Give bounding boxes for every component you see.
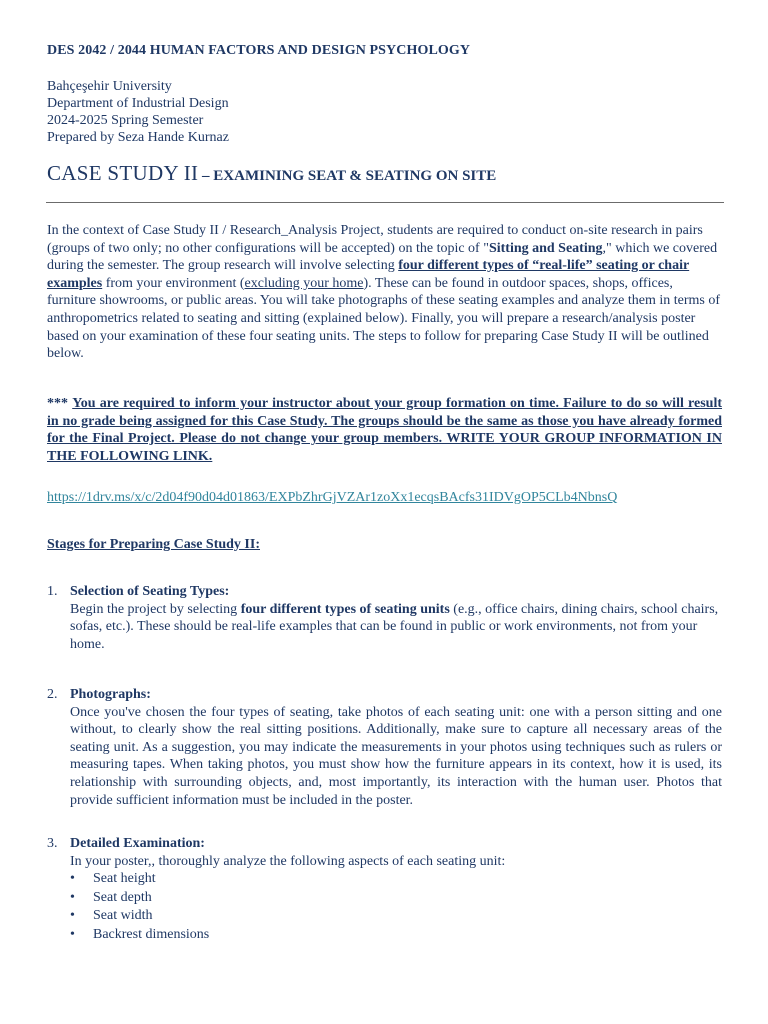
- intro-exclusion: excluding your home: [244, 275, 364, 291]
- list-item: [70, 870, 722, 889]
- step-number: 1.: [47, 584, 58, 599]
- list-item-label: Seat width: [93, 908, 153, 924]
- list-item-label: Seat depth: [93, 889, 152, 905]
- bullet-icon: •: [70, 908, 75, 924]
- list-item: [70, 907, 722, 926]
- university-name: Bahçeşehir University: [47, 79, 172, 94]
- list-item-label: Backrest dimensions: [93, 926, 210, 942]
- step-text: In your poster,, thoroughly analyze the following aspects of each seating unit:: [70, 853, 506, 869]
- group-notice: [47, 395, 722, 465]
- prepared-by: Prepared by Seza Hande Kurnaz: [47, 130, 229, 145]
- step-1-text-b: (e.g., office chairs, dining chairs, school chairs, sofas, etc.). These should be real-life examples that can be found in public or work environments, not from your home.: [70, 601, 719, 652]
- bullet-icon: •: [70, 871, 75, 887]
- step-title: Photographs:: [70, 687, 151, 702]
- intro-topic: Sitting and Seating: [488, 240, 603, 256]
- intro-paragraph: [47, 222, 722, 363]
- group-info-link[interactable]: https://1drv.ms/x/c/2d04f90d04d01863/EXPbZhrGjVZAr1zoXx1ecqsBAcfs31IDVgOP5CLb4NbnsQ: [47, 490, 618, 505]
- step-title: Selection of Seating Types:: [70, 584, 230, 599]
- bullet-icon: •: [70, 889, 75, 905]
- step-title: Detailed Examination:: [70, 836, 205, 851]
- case-study-separator: –: [198, 168, 214, 184]
- intro-text-2: ," which we covered during the semester. The group research will involve selecting: [47, 240, 718, 274]
- department-name: Department of Industrial Design: [47, 96, 229, 111]
- step-2: [47, 686, 722, 809]
- list-item-label: Seat height: [93, 871, 156, 887]
- aspect-list: [70, 870, 722, 944]
- step-1-emphasis: four different types of seating units: [240, 601, 450, 617]
- course-title: DES 2042 / 2044 HUMAN FACTORS AND DESIGN PSYCHOLOGY: [47, 43, 471, 58]
- case-study-heading: [47, 161, 496, 186]
- step-number: 3.: [47, 836, 58, 851]
- intro-text-1: In the context of Case Study II / Research_Analysis Project, students are required to conduct on-site research in pairs (groups of two only; no other configurations will be accepted) on the topic of ": [47, 223, 703, 256]
- intro-text-4: ). These can be found in outdoor spaces, shops, offices, furniture showrooms, or public areas. You will take photographs of these seating examples and analyze them in terms of anthropometrics related to seating and sitting (explained below). Finally, you will prepare a research/analysis poster based on your examination of these four seating units. The steps to follow for preparing Case Study II will be outlined below.: [47, 275, 721, 362]
- notice-text: You are required to inform your instructor about your group formation on time. Failure to do so will result in no grade being assigned for this Case Study. The groups should be the same as those you have already formed for the Final Project. Please do not change your group members. WRITE YOUR GROUP INFORMATION IN THE FOLLOWING LINK.: [47, 396, 723, 464]
- case-study-title: CASE STUDY II: [47, 161, 199, 185]
- heading-divider: [46, 202, 724, 203]
- list-item: [70, 926, 722, 945]
- list-item: [70, 889, 722, 908]
- case-study-subtitle: EXAMINING SEAT & SEATING ON SITE: [213, 168, 497, 184]
- step-text: Once you've chosen the four types of seating, take photos of each seating unit: one with a person sitting and one without, to clearly show the real sitting positions. Additionally, make sure to capture all necessary areas of the seating unit. As a suggestion, you may indicate the measurements in your photos using techniques such as rulers or measuring tapes. When taking photos, you must show how the furniture appears in its context, how it is used, its relationship with surrounding objects, and, most importantly, its interaction with the human user. Photos that provide sufficient information must be included in the poster.: [70, 704, 722, 808]
- step-3: [47, 835, 722, 945]
- intro-emphasis: four different types of “real-life” seating or chair examples: [47, 258, 690, 291]
- bullet-icon: •: [70, 926, 75, 942]
- step-text: [70, 601, 722, 654]
- intro-text-3: from your environment (: [102, 275, 245, 291]
- stages-heading: Stages for Preparing Case Study II:: [47, 537, 260, 552]
- step-1-text-a: Begin the project by selecting: [70, 601, 241, 617]
- course-meta: [47, 78, 229, 146]
- step-number: 2.: [47, 687, 58, 702]
- semester: 2024-2025 Spring Semester: [47, 113, 204, 128]
- step-1: [47, 583, 722, 653]
- notice-stars: ***: [47, 396, 73, 411]
